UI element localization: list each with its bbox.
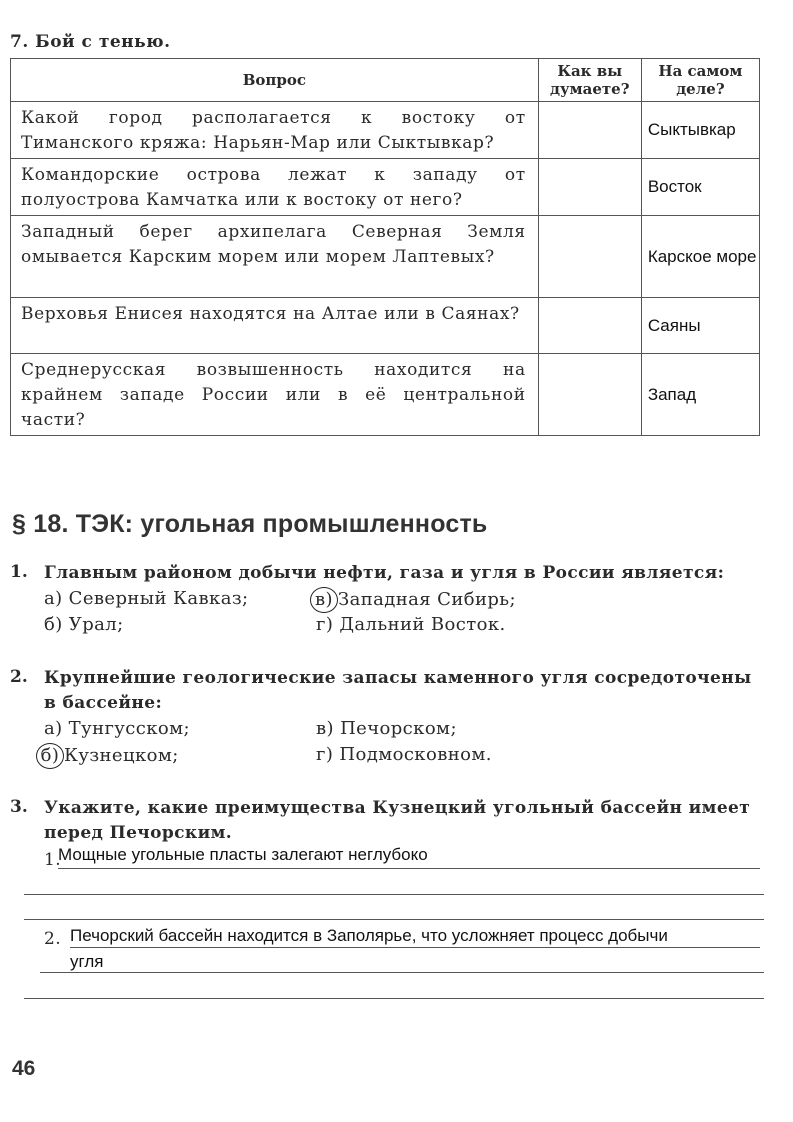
answer-line	[70, 947, 760, 948]
answer-cell[interactable]: Саяны	[641, 298, 759, 354]
table-row	[11, 216, 760, 298]
q3-text-line1: Укажите, какие преимущества Кузнецкий угольный бассейн имеет	[44, 798, 751, 818]
answer2-text-line2[interactable]: угля	[70, 952, 104, 971]
answer1-number: 1.	[44, 850, 62, 870]
q2-option-a[interactable]: а) Тунгусском;	[44, 718, 191, 739]
table-row	[11, 298, 760, 354]
exercise-7-title: 7. Бой с тенью.	[10, 32, 171, 52]
answer-line	[24, 894, 764, 895]
q2-text-line1: Крупнейшие геологические запасы каменного угля сосредоточены	[44, 668, 752, 688]
q1-option-v[interactable]	[314, 587, 516, 613]
q2-option-g[interactable]: г) Подмосковном.	[316, 744, 492, 765]
question-cell: Верховья Енисея находятся на Алтае или в Саянах?	[11, 298, 539, 354]
table-row	[11, 159, 760, 216]
question-cell: Командорские острова лежат к западу от полуострова Камчатка или к востоку от него?	[11, 159, 539, 216]
answer-cell[interactable]: Карское море	[641, 216, 759, 298]
answer-line	[24, 919, 764, 920]
q1-option-g[interactable]: г) Дальний Восток.	[316, 614, 506, 635]
header-actual: На самом деле?	[641, 59, 759, 102]
question-cell: Западный берег архипелага Северная Земля омывается Карским морем или морем Лаптевых?	[11, 216, 539, 298]
answer-line	[24, 998, 764, 999]
q2-option-b[interactable]	[40, 743, 179, 769]
q2-text-line2: в бассейне:	[44, 693, 163, 713]
q3-number: 3.	[10, 797, 28, 817]
q1-option-v-text: Западная Сибирь;	[338, 589, 516, 610]
q1-number: 1.	[10, 562, 28, 582]
table-row	[11, 102, 760, 159]
q2-option-v[interactable]: в) Печорском;	[316, 718, 457, 739]
think-cell[interactable]	[538, 159, 641, 216]
q1-option-a[interactable]: а) Северный Кавказ;	[44, 588, 249, 609]
header-think: Как вы думаете?	[538, 59, 641, 102]
think-cell[interactable]	[538, 216, 641, 298]
answer-line	[58, 868, 760, 869]
selected-answer-circle: в)	[310, 587, 338, 613]
answer2-text-line1[interactable]: Печорский бассейн находится в Заполярье, что усложняет процесс добычи	[70, 926, 668, 945]
answer-cell[interactable]: Запад	[641, 354, 759, 436]
answer-cell[interactable]: Восток	[641, 159, 759, 216]
question-cell: Какой город располагается к востоку от Тиманского кряжа: Нарьян-Мар или Сыктывкар?	[11, 102, 539, 159]
section-title: § 18. ТЭК: угольная промышленность	[12, 510, 488, 538]
think-cell[interactable]	[538, 102, 641, 159]
header-question: Вопрос	[11, 59, 539, 102]
selected-answer-circle: б)	[36, 743, 64, 769]
answer2-number: 2.	[44, 929, 62, 949]
page-number: 46	[12, 1057, 36, 1080]
q1-text: Главным районом добычи нефти, газа и угля в России является:	[44, 563, 725, 583]
table-row	[11, 354, 760, 436]
question-cell: Среднерусская возвышенность находится на крайнем западе России или в её центральной части?	[11, 354, 539, 436]
shadow-boxing-table	[10, 58, 760, 436]
q3-text-line2: перед Печорским.	[44, 823, 233, 843]
answer-cell[interactable]: Сыктывкар	[641, 102, 759, 159]
think-cell[interactable]	[538, 354, 641, 436]
table-header-row	[11, 59, 760, 102]
answer-line	[40, 972, 764, 973]
q1-option-b[interactable]: б) Урал;	[44, 614, 124, 635]
q2-number: 2.	[10, 667, 28, 687]
think-cell[interactable]	[538, 298, 641, 354]
answer1-text[interactable]: Мощные угольные пласты залегают неглубоко	[58, 845, 428, 864]
q2-option-b-text: Кузнецком;	[64, 745, 179, 766]
